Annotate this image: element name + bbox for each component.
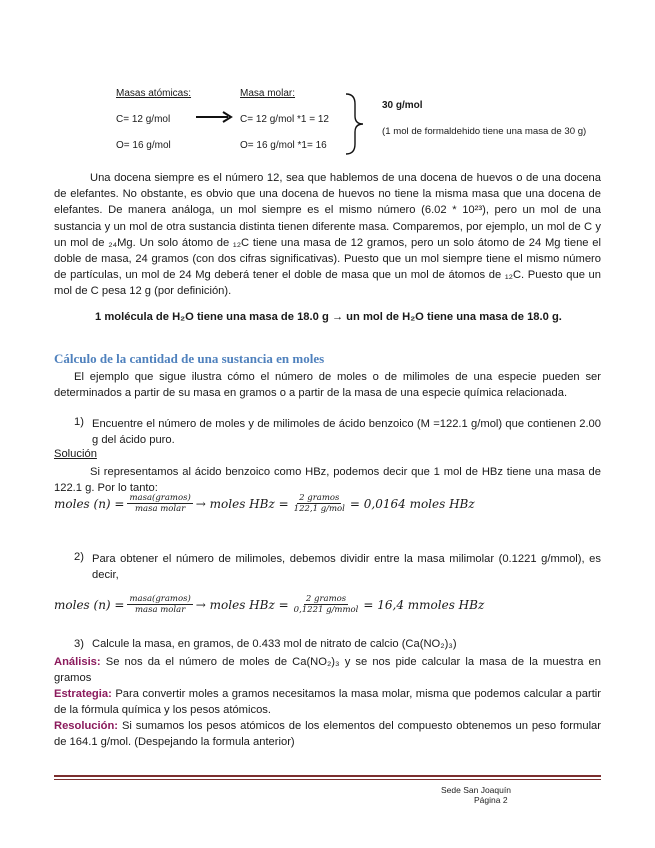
- footer-rule-thin: [54, 779, 601, 780]
- item-3-number: 3): [74, 638, 84, 650]
- water-statement: 1 molécula de H₂O tiene una masa de 18.0 g → un mol de H₂O tiene una masa de 18.0 g.: [95, 311, 562, 323]
- formula-2: [54, 594, 484, 616]
- formula-1: [54, 493, 475, 515]
- total-molar-mass: 30 g/mol: [382, 100, 423, 111]
- formula-2-lhs: moles (n) =: [54, 598, 125, 612]
- formula-2-denominator: masa molar: [134, 605, 186, 615]
- formula-1-fraction: [127, 493, 192, 515]
- formula-1-numerator: masa(gramos): [129, 493, 191, 503]
- formula-1-lhs: moles (n) =: [54, 497, 125, 511]
- formula-1-denominator-2: 122,1 g/mol: [293, 504, 345, 514]
- formula-2-fraction: [127, 594, 192, 616]
- footer-campus: Sede San Joaquín: [441, 785, 511, 795]
- solucion-label: Solución: [54, 448, 97, 460]
- item-1-text: Encuentre el número de moles y de milimoles de ácido benzoico (M =122.1 g/mol) que contienen 2.00 g del ácido puro.: [92, 418, 601, 447]
- resolucion-block: [54, 718, 601, 750]
- formula-1-denominator: masa molar: [134, 504, 186, 514]
- formula-2-result: = 16,4 mmoles HBz: [363, 598, 485, 612]
- formula-1-result: = 0,0164 moles HBz: [349, 497, 475, 511]
- intro-paragraph: El ejemplo que sigue ilustra cómo el número de moles o de milimoles de una especie pueden ser determinados a partir de su masa en gramos o a partir de la masa de una especie química relacionada.: [54, 371, 601, 400]
- oxygen-molar: O= 16 g/mol *1= 16: [240, 140, 327, 151]
- estrategia-text: Para convertir moles a gramos necesitamos la masa molar, misma que podemos calcular a partir de la fórmula química y los pesos atómicos.: [54, 688, 602, 717]
- section-heading: Cálculo de la cantidad de una sustancia en moles: [54, 351, 325, 366]
- formaldehyde-note: (1 mol de formaldehido tiene una masa de 30 g): [382, 126, 587, 137]
- formula-2-denominator-2: 0,1221 g/mmol: [293, 605, 359, 615]
- resolucion-label: Resolución:: [54, 720, 119, 732]
- right-arrow-icon: [195, 111, 235, 123]
- right-brace-icon: [344, 92, 366, 156]
- estrategia-label: Estrategia:: [54, 688, 112, 700]
- analisis-label: Análisis:: [54, 656, 101, 668]
- carbon-molar: C= 12 g/mol *1 = 12: [240, 114, 329, 125]
- formula-2-numerator: masa(gramos): [129, 594, 191, 604]
- footer-rule: [54, 775, 601, 777]
- formula-1-fraction-2: [292, 493, 347, 515]
- analisis-text: Se nos da el número de moles de Ca(NO₂)₃ y se nos pide calcular la masa de la muestra en gramos: [54, 656, 601, 685]
- solucion-text: Si representamos al ácido benzoico como HBz, podemos decir que 1 mol de HBz tiene una masa de 122.1 g. Por lo tanto:: [54, 466, 601, 495]
- formula-1-numerator-2: 2 gramos: [299, 493, 340, 503]
- masas-atomicas-header: Masas atómicas:: [116, 88, 192, 99]
- masa-molar-header: Masa molar:: [240, 88, 296, 99]
- estrategia-block: [54, 686, 601, 718]
- formula-2-middle: → moles HBz =: [195, 598, 289, 612]
- item-2-text: Para obtener el número de milimoles, debemos dividir entre la masa milimolar (0.1221 g/mmol), es decir,: [92, 553, 601, 582]
- footer-page: Página 2: [474, 795, 508, 805]
- formula-2-numerator-2: 2 gramos: [305, 594, 347, 604]
- resolucion-text: Si sumamos los pesos atómicos de los elementos del compuesto obtenemos un peso formular de 164.1 g/mol. (Despejando la formula anterior): [54, 720, 602, 749]
- item-1-number: 1): [74, 416, 84, 428]
- analisis-block: [54, 654, 601, 686]
- carbon-mass: C= 12 g/mol: [116, 114, 171, 125]
- item-3-text: Calcule la masa, en gramos, de 0.433 mol de nitrato de calcio (Ca(NO₂)₃): [92, 638, 457, 650]
- formula-1-middle: → moles HBz =: [195, 497, 289, 511]
- paragraph-docena: Una docena siempre es el número 12, sea que hablemos de una docena de huevos o de una docena de elefantes. No obstante, es obvio que una docena de huevos no tiene la misma masa que una docena de elefantes. De manera análoga, un mol siempre es el mismo número (6.02 * 10²³), pero un mol de una sustancia y un mol de otra sustancia distinta tienen diferente masa. Comparemos, por ejemplo, un mol de C y un mol de ₂₄Mg. Un solo átomo de ₁₂C tiene una masa de 12 gramos, pero un solo átomo de 24 Mg tiene el doble de masa, 24 gramos (con dos cifras significativas). Puesto que un mol siempre tiene el mismo número de partículas, un mol de 24 Mg deberá tener el doble de masa que un mol de átomos de ₁₂C. Puesto que un mol de C pesa 12 g (por definición).: [54, 172, 601, 298]
- item-2-number: 2): [74, 551, 84, 563]
- formula-2-fraction-2: [292, 594, 361, 616]
- oxygen-mass: O= 16 g/mol: [116, 140, 171, 151]
